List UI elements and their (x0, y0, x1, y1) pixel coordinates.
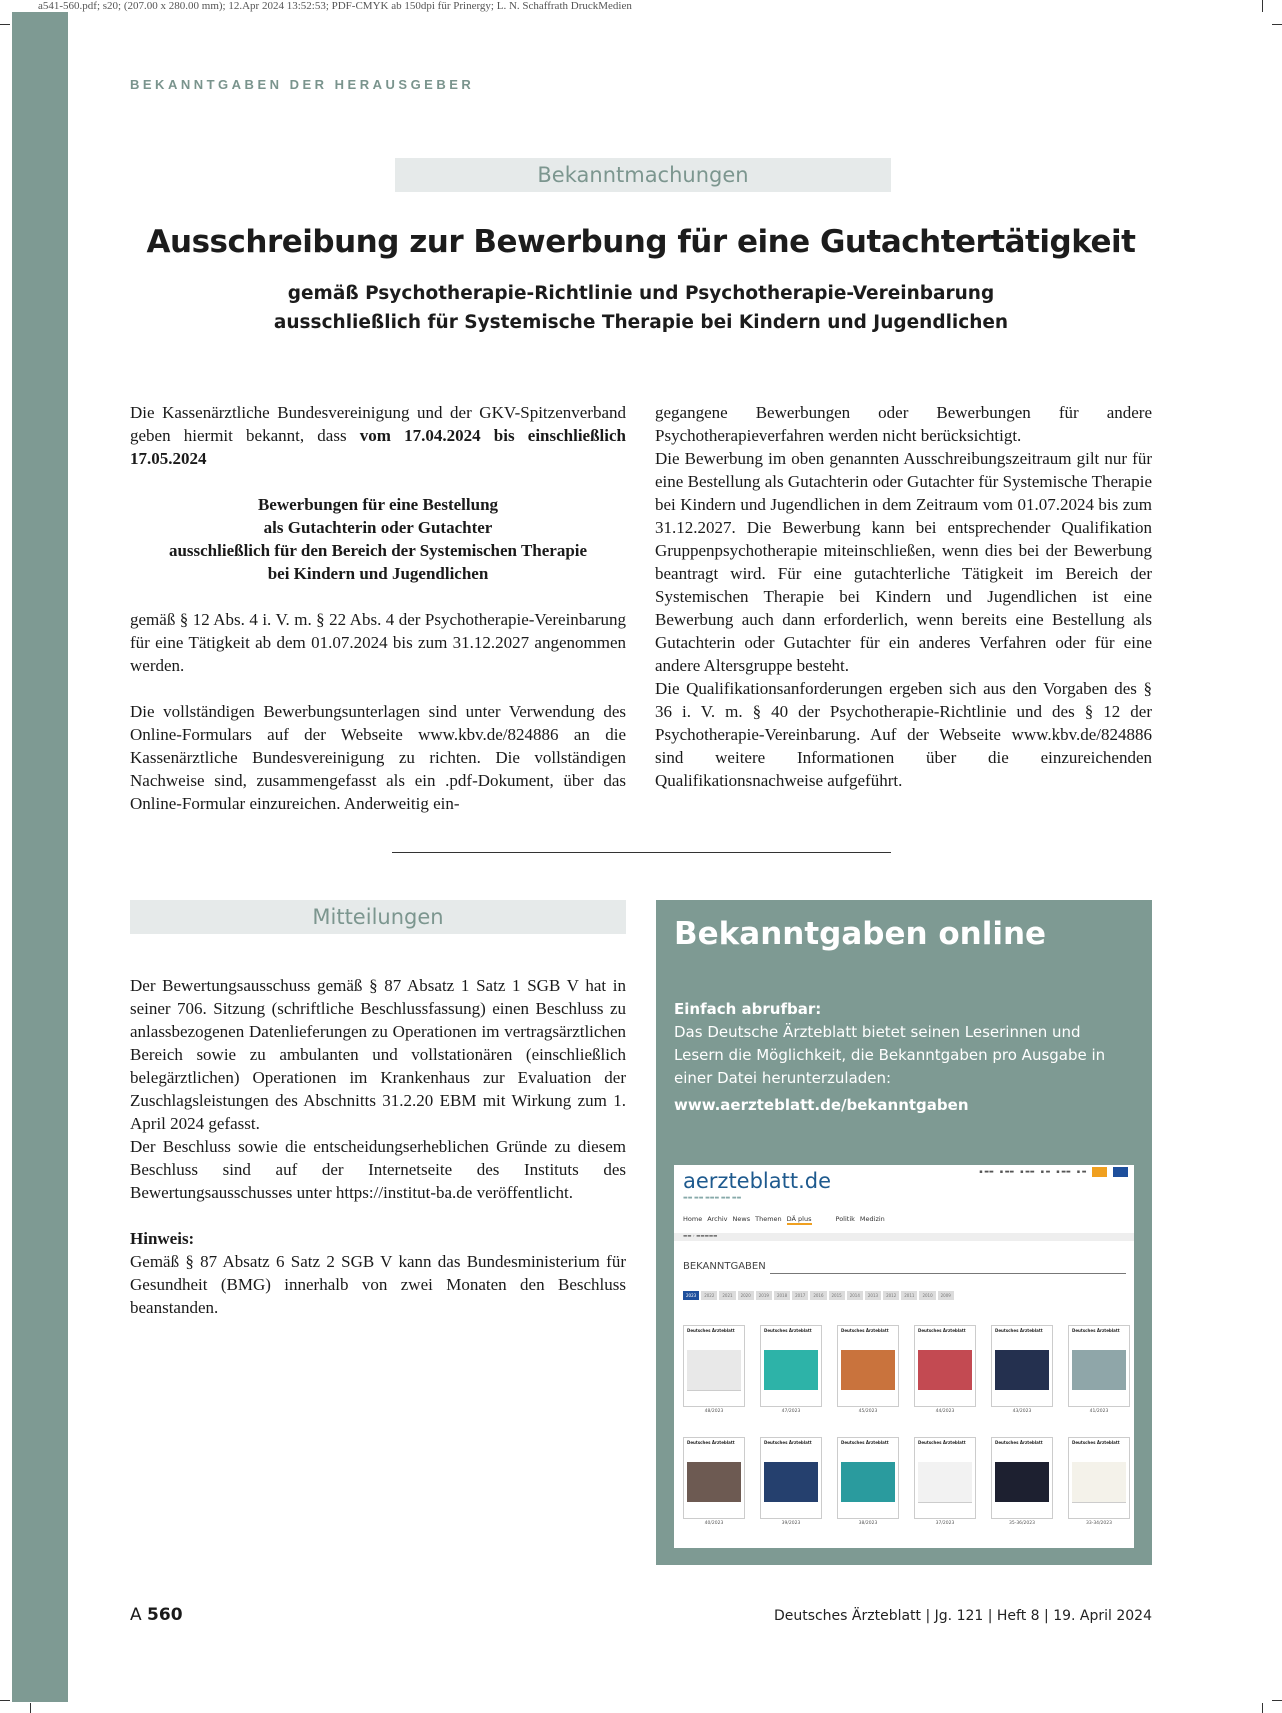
page-title: Ausschreibung zur Bewerbung für eine Gutachtertätigkeit (146, 224, 1136, 260)
menu-item: Themen (755, 1215, 782, 1223)
rubric-mitteilungen: Mitteilungen (130, 900, 626, 934)
cover-artwork (764, 1350, 818, 1390)
cover-masthead: Deutsches Ärzteblatt (918, 1440, 966, 1445)
article-right-column (655, 401, 1152, 792)
cover-image (837, 1437, 899, 1519)
issue-cover (837, 1325, 899, 1414)
year-tab: 2017 (792, 1291, 808, 1300)
year-tab: 2011 (901, 1291, 917, 1300)
site-top-nav (979, 1167, 1128, 1177)
cover-image (760, 1325, 822, 1407)
menu-item: Medizin (859, 1215, 885, 1223)
cover-image (991, 1325, 1053, 1407)
site-login-button (1092, 1167, 1107, 1177)
menu-item-active: DÄ plus (786, 1215, 812, 1223)
cover-artwork (918, 1350, 972, 1390)
crop-mark (1272, 24, 1282, 25)
paragraph: Die Bewerbung im oben genannten Ausschreibungszeitraum gilt nur für eine Bestellung als Gutachterin oder Gutachter für Systemische Therapie bei Kindern und Jugendlichen in dem Zeitraum vom 01.07.2024 bis zum 31.12.2027. Die Bewerbung kann bei entsprechender Qualifikation Gruppenpsychotherapie miteinschließen, wenn dies bei der Bewerbung beantragt wird. Für eine gutachterliche Tätigkeit im Bereich der Systemischen Therapie bei Kindern und Jugendlichen ist eine Bewerbung auch dann erforderlich, wenn bereits eine Bestellung als Gutachterin oder Gutachter für ein anderes Verfahren oder für eine andere Altersgruppe besteht. (655, 449, 1152, 675)
cover-issue-label: 35-36/2023 (1008, 1521, 1036, 1526)
issue-cover (991, 1437, 1053, 1526)
cover-issue-label: 48/2023 (704, 1409, 724, 1414)
crop-mark (1272, 1700, 1282, 1701)
cover-masthead: Deutsches Ärzteblatt (687, 1328, 735, 1333)
site-tagline-placeholder: ▬▬ ▬▬ ▬▬▬ ▬▬ ▬▬ (683, 1195, 742, 1201)
issue-cover (683, 1437, 745, 1526)
cover-image (683, 1437, 745, 1519)
year-tab: 2014 (847, 1291, 863, 1300)
online-box-title: Bekanntgaben online (674, 916, 1047, 952)
issue-cover-grid (683, 1325, 1130, 1526)
cover-image (1068, 1437, 1130, 1519)
cover-issue-label: 37/2023 (935, 1521, 955, 1526)
year-tab: 2012 (883, 1291, 899, 1300)
section-divider (392, 852, 891, 853)
site-breadcrumb: ▬▬ › ▬▬▬▬▬ (674, 1233, 1134, 1241)
year-tab-selected: 2023 (683, 1291, 699, 1300)
site-logo: aerzteblatt.de (683, 1169, 832, 1193)
cover-masthead: Deutsches Ärzteblatt (764, 1440, 812, 1445)
issue-cover (837, 1437, 899, 1526)
cover-image (914, 1437, 976, 1519)
cover-issue-label: 38/2023 (858, 1521, 878, 1526)
site-search-button (1113, 1167, 1128, 1177)
cover-artwork (687, 1462, 741, 1502)
cover-artwork (995, 1350, 1049, 1390)
hint-text: Gemäß § 87 Absatz 6 Satz 2 SGB V kann das Bundesministerium für Gesundheit (BMG) innerhalb von zwei Monaten den Beschluss beanstanden. (130, 1252, 626, 1317)
cover-masthead: Deutsches Ärzteblatt (1072, 1440, 1120, 1445)
issue-cover (914, 1437, 976, 1526)
cover-artwork (1072, 1462, 1126, 1503)
nav-placeholder: ▪ ▬▬ (979, 1169, 994, 1175)
cover-masthead: Deutsches Ärzteblatt (995, 1440, 1043, 1445)
site-section-heading: BEKANNTGABEN (683, 1261, 766, 1272)
year-tab: 2020 (738, 1291, 754, 1300)
subtitle-line: gemäß Psychotherapie-Richtlinie und Psychotherapie-Vereinbarung (287, 283, 995, 304)
cover-artwork (764, 1462, 818, 1502)
online-info-box (656, 900, 1152, 1565)
paragraph: Der Beschluss sowie die entscheidungserheblichen Gründe zu diesem Beschluss sind auf der Internetseite des Instituts des Bewertungsausschusses unter https://institut-ba.de veröffentlicht. (130, 1137, 626, 1202)
crop-mark (30, 1703, 31, 1713)
cover-masthead: Deutsches Ärzteblatt (1072, 1328, 1120, 1333)
page-number: A 560 (130, 1605, 183, 1625)
cover-issue-label: 39/2023 (781, 1521, 801, 1526)
nav-placeholder: ▪ ▬▬ (1020, 1169, 1035, 1175)
article-left-column (130, 401, 626, 815)
issue-cover (760, 1437, 822, 1526)
issue-cover (1068, 1325, 1130, 1414)
issue-cover (1068, 1437, 1130, 1526)
heading-underline (770, 1273, 1126, 1274)
cover-image (760, 1437, 822, 1519)
year-tab: 2021 (719, 1291, 735, 1300)
nav-placeholder: ▪ ▬ (1040, 1169, 1051, 1175)
nav-placeholder: ▪ ▬▬ (999, 1169, 1015, 1175)
centered-heading: Bewerbungen für eine Bestellung als Gutachterin oder Gutachter ausschließlich für den Bereich der Systemischen Therapie bei Kindern und Jugendlichen (168, 495, 588, 583)
crop-mark (1262, 0, 1263, 12)
online-box-description: Das Deutsche Ärzteblatt bietet seinen Leserinnen und Lesern die Möglichkeit, die Bekanntgaben pro Ausgabe in einer Datei herunterzuladen: (674, 1023, 1106, 1087)
year-filter (683, 1291, 954, 1300)
subtitle-line: ausschließlich für Systemische Therapie bei Kindern und Jugendlichen (273, 312, 1009, 333)
cover-masthead: Deutsches Ärzteblatt (841, 1328, 889, 1333)
cover-artwork (995, 1462, 1049, 1502)
cover-image (914, 1325, 976, 1407)
cover-issue-label: 47/2023 (781, 1409, 801, 1414)
paragraph: gegangene Bewerbungen oder Bewerbungen für andere Psychotherapieverfahren werden nicht berücksichtigt. (655, 403, 1152, 445)
crop-mark (0, 24, 10, 25)
paragraph: Die Qualifikationsanforderungen ergeben sich aus den Vorgaben des § 36 i. V. m. § 40 der Psychotherapie-Richtlinie und des § 12 der Psychotherapie-Vereinbarung. Auf der Webseite www.kbv.de/824886 sind weitere Informationen über die einzureichenden Qualifikationsnachweise aufgeführt. (655, 679, 1152, 790)
cover-artwork (687, 1350, 741, 1391)
period-bold: vom 17.04.2024 bis einschließlich 17.05.2024 (130, 426, 627, 468)
journal-reference: Deutsches Ärzteblatt | Jg. 121 | Heft 8 | 19. April 2024 (773, 1608, 1152, 1624)
online-box-lead: Einfach abrufbar: (674, 1000, 822, 1018)
menu-item: News (732, 1215, 751, 1223)
rubric-bekanntmachungen: Bekanntmachungen (395, 158, 891, 192)
intro-paragraph: Die Kassenärztliche Bundesvereinigung und der GKV-Spitzenverband geben hiermit bekannt, dass vom 17.04.2024 bis einschließlich 17.05.2024 (130, 403, 627, 468)
online-box-url[interactable]: www.aerzteblatt.de/bekanntgaben (674, 1096, 969, 1114)
hint-label: Hinweis: (130, 1229, 195, 1248)
cover-image (991, 1437, 1053, 1519)
nav-placeholder: ▪ ▬ (1076, 1169, 1087, 1175)
paragraph: Der Bewertungsausschuss gemäß § 87 Absatz 1 Satz 1 SGB V hat in seiner 706. Sitzung (schriftliche Beschlussfassung) einen Beschluss zu anlassbezogenen Datenlieferungen zu Operationen im vertragsärztlichen Bereich sowie zu ambulanten und vollstationären (einschließlich belegärztlichen) Operationen im Krankenhaus zur Evaluation der Zuschlagsleistungen des Abschnitts 31.2.20 EBM mit Wirkung zum 1. April 2024 gefasst. (130, 976, 626, 1133)
year-tab: 2022 (701, 1291, 717, 1300)
cover-masthead: Deutsches Ärzteblatt (764, 1328, 812, 1333)
online-box-text (674, 998, 1134, 1117)
paragraph: Die vollständigen Bewerbungsunterlagen sind unter Verwendung des Online-Formulars auf der Webseite www.kbv.de/824886 an die Kassenärztliche Bundesvereinigung zu richten. Die vollständigen Nachweise sind, zusammengefasst als ein .pdf-Dokument, über das Online-Formular einzureichen. Anderweitig ein- (130, 702, 626, 813)
cover-artwork (841, 1462, 895, 1502)
menu-item: Archiv (707, 1215, 728, 1223)
print-header: a541-560.pdf; s20; (207.00 x 280.00 mm); 12.Apr 2024 13:52:53; PDF-CMYK ab 150dpi für Prinergy; L. N. Schaffrath DruckMedien (38, 0, 632, 12)
issue-cover (914, 1325, 976, 1414)
year-tab: 2016 (810, 1291, 826, 1300)
cover-masthead: Deutsches Ärzteblatt (687, 1440, 735, 1445)
year-tab: 2009 (938, 1291, 954, 1300)
year-tab: 2013 (865, 1291, 881, 1300)
cover-issue-label: 44/2023 (935, 1409, 955, 1414)
cover-issue-label: 45/2023 (858, 1409, 878, 1414)
issue-cover (683, 1325, 745, 1414)
cover-artwork (841, 1350, 895, 1390)
cover-masthead: Deutsches Ärzteblatt (918, 1328, 966, 1333)
section-label: BEKANNTGABEN DER HERAUSGEBER (130, 77, 475, 92)
year-tab: 2010 (919, 1291, 935, 1300)
site-main-menu (683, 1215, 885, 1225)
side-color-bar (12, 12, 68, 1702)
cover-issue-label: 43/2023 (1012, 1409, 1032, 1414)
cover-image (683, 1325, 745, 1407)
issue-cover (760, 1325, 822, 1414)
paragraph: gemäß § 12 Abs. 4 i. V. m. § 22 Abs. 4 der Psychotherapie-Vereinbarung für eine Tätigkeit ab dem 01.07.2024 bis zum 31.12.2027 angenommen werden. (130, 610, 626, 675)
cover-issue-label: 40/2023 (704, 1521, 724, 1526)
cover-artwork (1072, 1350, 1126, 1390)
cover-image (1068, 1325, 1130, 1407)
issue-cover (991, 1325, 1053, 1414)
page-subtitle (130, 279, 1152, 337)
year-tab: 2019 (756, 1291, 772, 1300)
year-tab: 2018 (774, 1291, 790, 1300)
cover-issue-label: 41/2023 (1089, 1409, 1109, 1414)
website-screenshot (674, 1165, 1134, 1548)
cover-masthead: Deutsches Ärzteblatt (995, 1328, 1043, 1333)
cover-artwork (918, 1462, 972, 1503)
menu-item: Politik (835, 1215, 855, 1223)
year-tab: 2015 (829, 1291, 845, 1300)
cover-masthead: Deutsches Ärzteblatt (841, 1440, 889, 1445)
nav-placeholder: ▪ ▬▬ (1056, 1169, 1071, 1175)
cover-issue-label: 33-34/2023 (1085, 1521, 1113, 1526)
cover-image (837, 1325, 899, 1407)
menu-spacer (817, 1215, 831, 1225)
mitteilungen-text (130, 974, 626, 1319)
crop-mark (1262, 1703, 1263, 1713)
menu-item: Home (683, 1215, 703, 1223)
crop-mark (0, 1700, 10, 1701)
